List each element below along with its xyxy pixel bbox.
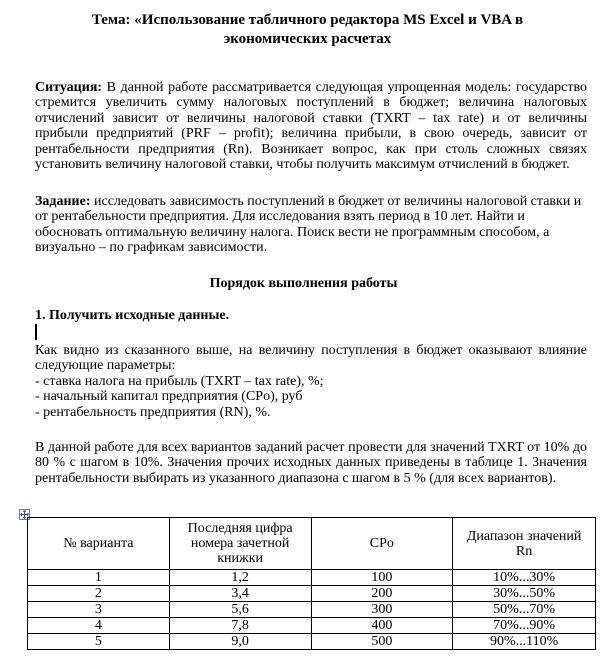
cell-digit: 9,0	[169, 634, 311, 650]
param-item-capital: - начальный капитал предприятия (CPo), руб	[35, 389, 303, 405]
cell-digit: 3,4	[169, 586, 311, 602]
cell-rn: 70%...90%	[453, 618, 596, 634]
cell-variant: 5	[28, 634, 170, 650]
header-last-digit: Последняя цифра номера зачетной книжки	[169, 518, 311, 570]
param-item-tax-rate: - ставка налога на прибыль (TXRT – tax rate), %;	[35, 373, 324, 389]
cell-cpo: 400	[311, 618, 453, 634]
task-label: Задание:	[35, 194, 91, 209]
situation-text: В данной работе рассматривается следующая упрощенная модель: государство стремится увеличить сумму налоговых поступлений в бюджет; величина налоговых отчислений зависит от величины налоговой ставки (TXRT – tax rate) и от величины прибыли предприятий (PRF – profit); величина прибыли, в свою очередь, зависит от рентабельности предприятия (Rn). Возникает вопрос, как при столь сложных связях установить величину налоговой ставки, чтобы получить максимум отчислений в бюджет.	[35, 80, 587, 173]
cell-variant: 3	[28, 602, 170, 618]
task-paragraph	[35, 194, 587, 256]
header-cpo: CPo	[311, 518, 453, 570]
text-cursor	[35, 324, 37, 340]
cell-cpo: 500	[311, 634, 453, 650]
procedure-heading: Порядок выполнения работы	[209, 276, 398, 291]
table-row	[28, 618, 596, 634]
situation-paragraph	[35, 80, 587, 172]
cell-rn: 10%...30%	[453, 570, 596, 586]
table-row	[28, 602, 596, 618]
table-row	[28, 586, 596, 602]
param-item-profitability: - рентабельность предприятия (RN), %.	[35, 404, 271, 420]
cell-rn: 50%...70%	[453, 602, 596, 618]
cell-variant: 1	[28, 570, 170, 586]
cell-rn: 30%...50%	[453, 586, 596, 602]
params-intro: Как видно из сказанного выше, на величину поступления в бюджет оказывают влияние следующие параметры:	[35, 343, 587, 374]
params-paragraph	[35, 343, 587, 420]
variants-table	[27, 517, 596, 650]
table-row	[28, 634, 596, 650]
cell-variant: 4	[28, 618, 170, 634]
task-text: исследовать зависимость поступлений в бюджет от величины налоговой ставки и от рентабельности предприятия. Для исследования взять период в 10 лет. Найти и обосновать оптимальную величину налога. Поиск вести не программным способом, а визуально – по графикам зависимости.	[35, 194, 582, 256]
cell-digit: 5,6	[169, 602, 311, 618]
cell-cpo: 200	[311, 586, 453, 602]
cell-cpo: 300	[311, 602, 453, 618]
cell-variant: 2	[28, 586, 170, 602]
header-variant-number: № варианта	[28, 518, 170, 570]
cell-rn: 90%...110%	[453, 634, 596, 650]
situation-label: Ситуация:	[35, 80, 103, 95]
cell-digit: 7,8	[169, 618, 311, 634]
document-title: Тема: «Использование табличного редактора MS Excel и VBA в экономических расчетах	[91, 12, 524, 47]
table-header-row	[28, 518, 596, 570]
table-row	[28, 570, 596, 586]
header-rn-range: Диапазон значений Rn	[453, 518, 596, 570]
variants-paragraph: В данной работе для всех вариантов заданий расчет провести для значений TXRT от 10% до 80 % с шагом в 10%. Значения прочих исходных данных приведены в таблице 1. Значения рентабельности выбирать из указанного диапазона с шагом в 5 % (для всех вариантов).	[35, 440, 587, 486]
cell-cpo: 100	[311, 570, 453, 586]
step1-heading: 1. Получить исходные данные.	[35, 308, 230, 323]
cell-digit: 1,2	[169, 570, 311, 586]
